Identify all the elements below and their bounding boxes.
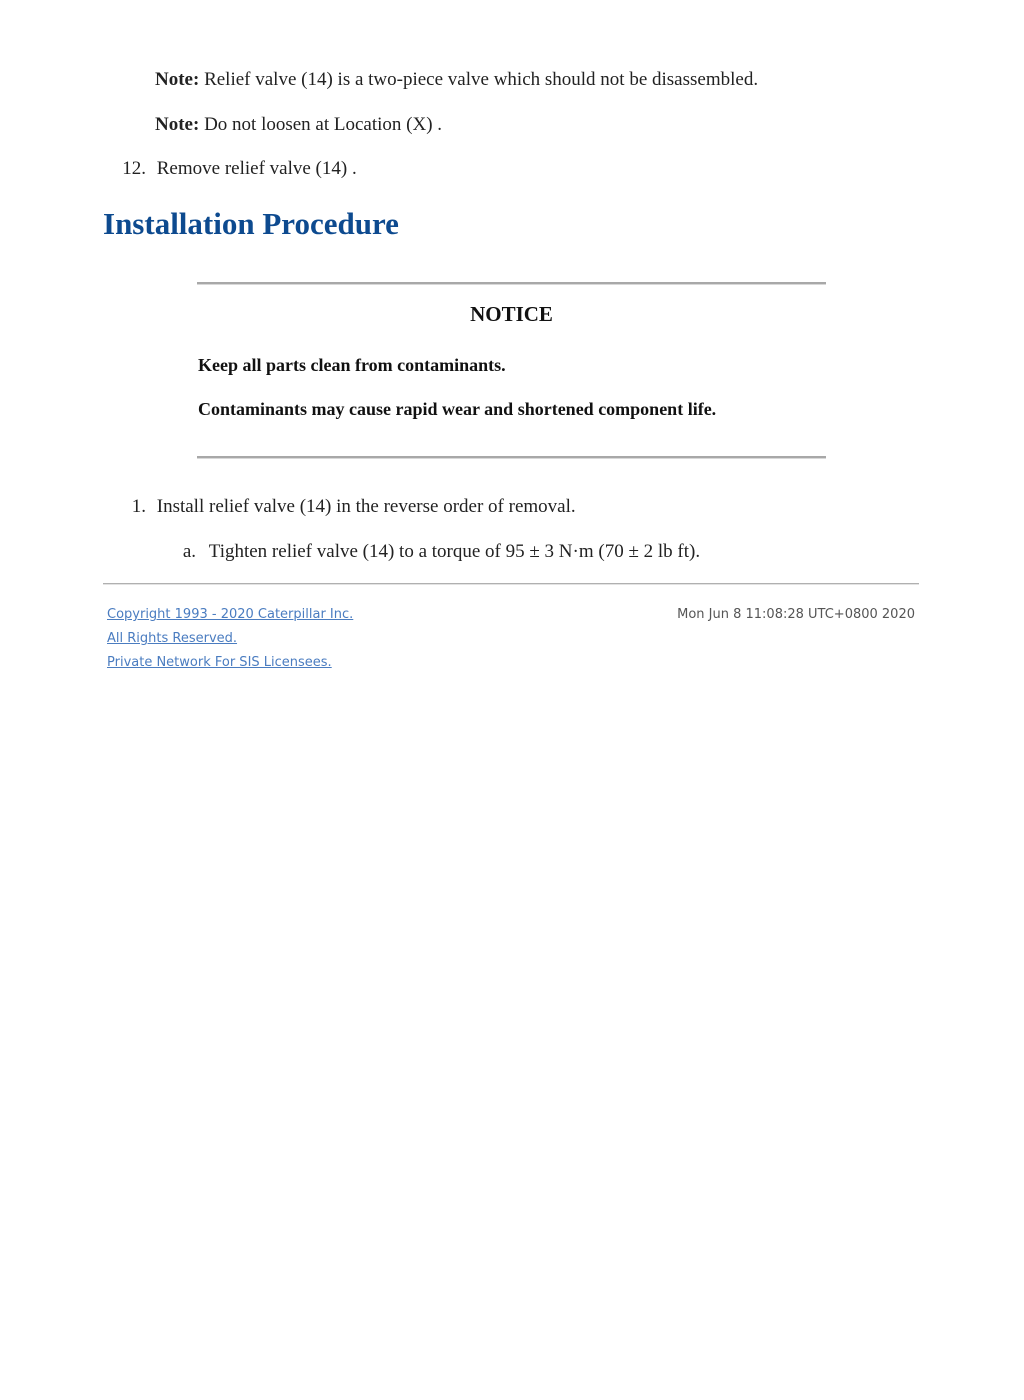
step-text: Install relief valve (14) in the reverse order of removal.: [156, 496, 576, 517]
step-number: 1.: [131, 496, 146, 517]
substep-letter: a.: [182, 541, 196, 562]
notice-line-keep-clean: Keep all parts clean from contaminants.: [198, 355, 506, 375]
section-heading-installation: Installation Procedure: [103, 206, 399, 241]
note-label: Note:: [155, 69, 200, 90]
notice-title: NOTICE: [470, 302, 553, 326]
removal-step-12: [118, 157, 357, 181]
footer-timestamp: Mon Jun 8 11:08:28 UTC+0800 2020: [677, 607, 915, 622]
note-text: Do not loosen at Location (X) .: [199, 114, 443, 135]
note-label: Note:: [155, 114, 200, 135]
step-text: Remove relief valve (14) .: [156, 158, 357, 179]
copyright-link[interactable]: Copyright 1993 - 2020 Caterpillar Inc.: [107, 607, 354, 622]
note-text: Relief valve (14) is a two-piece valve which should not be disassembled.: [199, 69, 759, 90]
substep-text: Tighten relief valve (14) to a torque of 95 ± 3 N·m (70 ± 2 lb ft).: [208, 541, 701, 562]
private-network-link[interactable]: Private Network For SIS Licensees.: [107, 655, 332, 670]
notice-top-rule: [197, 282, 826, 285]
installation-step-1: [118, 495, 576, 519]
footer-divider: [103, 583, 919, 585]
step-number: 12.: [122, 158, 146, 179]
note-relief-valve-two-piece: [155, 68, 758, 92]
notice-bottom-rule: [197, 456, 826, 459]
note-do-not-loosen: [155, 113, 442, 137]
rights-reserved-link[interactable]: All Rights Reserved.: [107, 631, 238, 646]
installation-substep-a: [170, 540, 700, 564]
notice-line-contaminants: Contaminants may cause rapid wear and shortened component life.: [198, 399, 717, 419]
